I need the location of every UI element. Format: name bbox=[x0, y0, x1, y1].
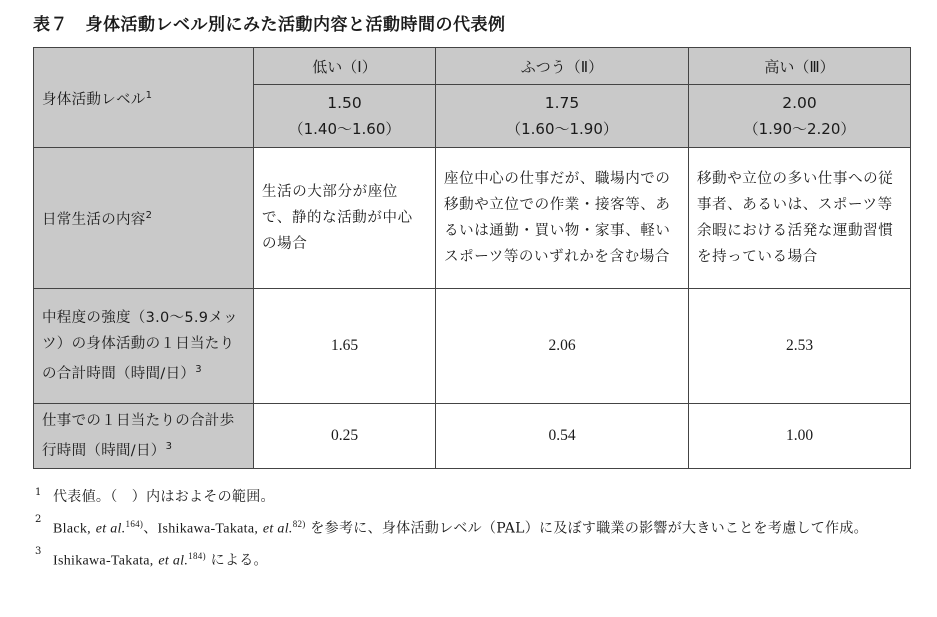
activity-level-table bbox=[33, 47, 911, 469]
pal-value-normal: 1.75 （1.60～1.90） bbox=[436, 85, 689, 148]
column-header-high: 高い（Ⅲ） bbox=[689, 48, 911, 85]
row-label-moderate-activity: 中程度の強度（3.0～5.9メッツ）の身体活動の１日当たりの合計時間（時間/日）$^3$ bbox=[34, 289, 254, 404]
daily-life-normal: 座位中心の仕事だが、職場内での移動や立位での作業・接客等、あるいは通勤・買い物・家事、軽いスポーツ等のいずれかを含む場合 bbox=[436, 148, 689, 289]
row-label-walking-time: 仕事での１日当たりの合計歩行時間（時間/日）$^3$ bbox=[34, 404, 254, 469]
walk-value-high: 1.00 bbox=[689, 404, 911, 469]
table-title: 表７ 身体活動レベル別にみた活動内容と活動時間の代表例 bbox=[33, 15, 506, 35]
pal-value-high: 2.00 （1.90～2.20） bbox=[689, 85, 911, 148]
footnote-ref: 3 bbox=[165, 441, 173, 452]
daily-life-low: 生活の大部分が座位で、静的な活動が中心の場合 bbox=[254, 148, 436, 289]
row-label-pal: 身体活動レベル$^1$ bbox=[34, 48, 254, 148]
moderate-value-low: 1.65 bbox=[254, 289, 436, 404]
footnote-ref: 3 bbox=[195, 364, 202, 376]
column-header-normal: ふつう（Ⅱ） bbox=[436, 48, 689, 85]
footnote-ref: 2 bbox=[145, 210, 153, 222]
moderate-value-normal: 2.06 bbox=[436, 289, 689, 404]
footnotes bbox=[33, 484, 913, 574]
walk-value-low: 0.25 bbox=[254, 404, 436, 469]
moderate-value-high: 2.53 bbox=[689, 289, 911, 404]
row-label-daily-life: 日常生活の内容$^2$ bbox=[34, 148, 254, 289]
walk-value-normal: 0.54 bbox=[436, 404, 689, 469]
footnote-3: 3 Ishikawa-Takata, et al.$^{184)}$ による。 bbox=[35, 545, 268, 569]
footnote-2: 2 Black, et al.$^{164)}$、Ishikawa-Takata, et al.$^{82)}$ を参考に、身体活動レベル（PAL）に及ぼす職業の影響が大きいことを考慮して作成。 bbox=[35, 514, 868, 537]
pal-value-low: 1.50 （1.40～1.60） bbox=[254, 85, 436, 148]
daily-life-high: 移動や立位の多い仕事への従事者、あるいは、スポーツ等余暇における活発な運動習慣を持っている場合 bbox=[689, 148, 911, 289]
column-header-low: 低い（Ⅰ） bbox=[254, 48, 436, 85]
footnote-ref: 1 bbox=[145, 89, 153, 101]
footnote-1: 1 代表値。（ ）内はおよその範囲。 bbox=[35, 487, 275, 505]
